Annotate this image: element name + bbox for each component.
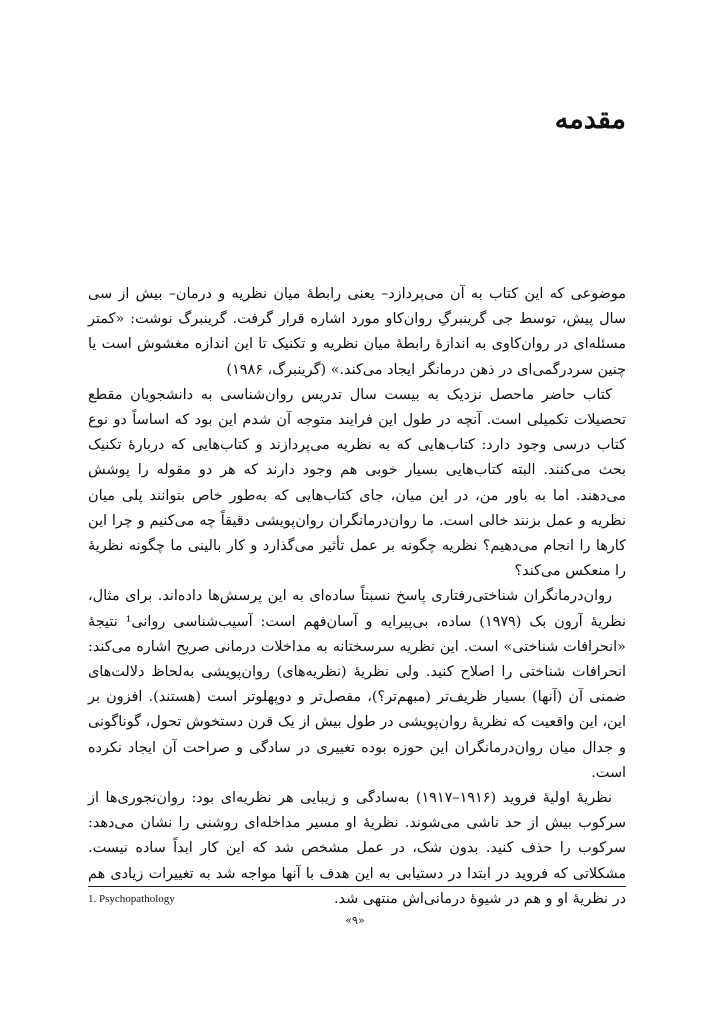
paragraph-4: نظریهٔ اولیهٔ فروید (۱۹۱۶–۱۹۱۷) به‌سادگی و زیبایی هر نظریه‌ای بود: روان‌نجوری‌ها از سرکوب بیش از حد ناشی می‌شوند. نظریهٔ او مسیر مداخله‌ای روشنی را نشان می‌دهد: سرکوب را حذف کنید. بدون شک، در عمل مشخص شد که این کار ابداً ساده نیست. مشکلاتی که فروید در ابتدا در دستیابی به این هدف با آنها مواجه شد به تغییرات زیادی هم در نظریهٔ او و هم در شیوهٔ درمانی‌اش منتهی شد. [88, 790, 626, 907]
page-number: «۹» [345, 914, 365, 927]
body-text [88, 282, 626, 912]
paragraph-1: موضوعی که این کتاب به آن می‌پردازد– یعنی رابطهٔ میان نظریه و درمان– بیش از سی سال پیش، توسط جی گرینبرگِ روان‌کاو مورد اشاره قرار گرفت. گرینبرگ نوشت: «کمتر مسئله‌ای در روان‌کاوی به اندازهٔ رابطهٔ میان نظریه و تکنیک تا این اندازه مغشوش است یا چنین سردرگمی‌ای در ذهن درمانگر ایجاد می‌کند.» (گرینبرگ، ۱۹۸۶) [88, 286, 626, 378]
footnote: 1. Psychopathology [88, 893, 175, 905]
paragraph-3: روان‌درمانگران شناختی‌رفتاری پاسخ نسبتاً ساده‌ای به این پرسش‌ها داده‌اند. برای مثال، نظریهٔ آرون بک (۱۹۷۹) ساده، بی‌پیرایه و آسان‌فهم است: آسیب‌شناسی روانی¹ نتیجهٔ «انحرافات شناختی» است. این نظریه سرسختانه به مداخلات درمانی صریح اشاره می‌کند: انحرافات شناختی را اصلاح کنید. ولی نظریهٔ (نظریه‌های) روان‌پویشی به‌لحاظ دلالت‌های ضمنی آن (آنها) بسیار ظریف‌تر (مبهم‌تر؟)، مفصل‌تر و دوپهلوتر است (هستند). افزون بر این، این واقعیت که نظریهٔ روان‌پویشی در طول بیش از یک قرن دستخوش تحول، گوناگونی و جدال میان روان‌درمانگران این حوزه بوده تغییری در سادگی و صراحت آن ایجاد نکرده است. [88, 588, 626, 781]
paragraph-2: کتاب حاضر ماحصل نزدیک به بیست سال تدریس روان‌شناسی به دانشجویان مقطع تحصیلات تکمیلی است. آنچه در طول این فرایند متوجه آن شدم این بود که اساساً دو نوع کتاب درسی وجود دارد: کتاب‌هایی که به نظریه می‌پردازند و کتاب‌هایی که دربارهٔ تکنیک بحث می‌کنند. البته کتاب‌هایی بسیار خوبی هم وجود دارند که هر دو مقوله را پوشش می‌دهند. اما به باور من، در این میان، جای کتاب‌هایی که به‌طور خاص بتوانند پلی میان نظریه و عمل بزنند خالی است. ما روان‌درمانگران روان‌پویشی دقیقاً چه می‌کنیم و چرا این کارها را انجام می‌دهیم؟ نظریه چگونه بر عمل تأثیر می‌گذارد و کار بالینی ما چگونه نظریهٔ را منعکس می‌کند؟ [88, 386, 626, 580]
footnote-divider [88, 886, 626, 887]
page-title: مقدمه [554, 104, 626, 135]
